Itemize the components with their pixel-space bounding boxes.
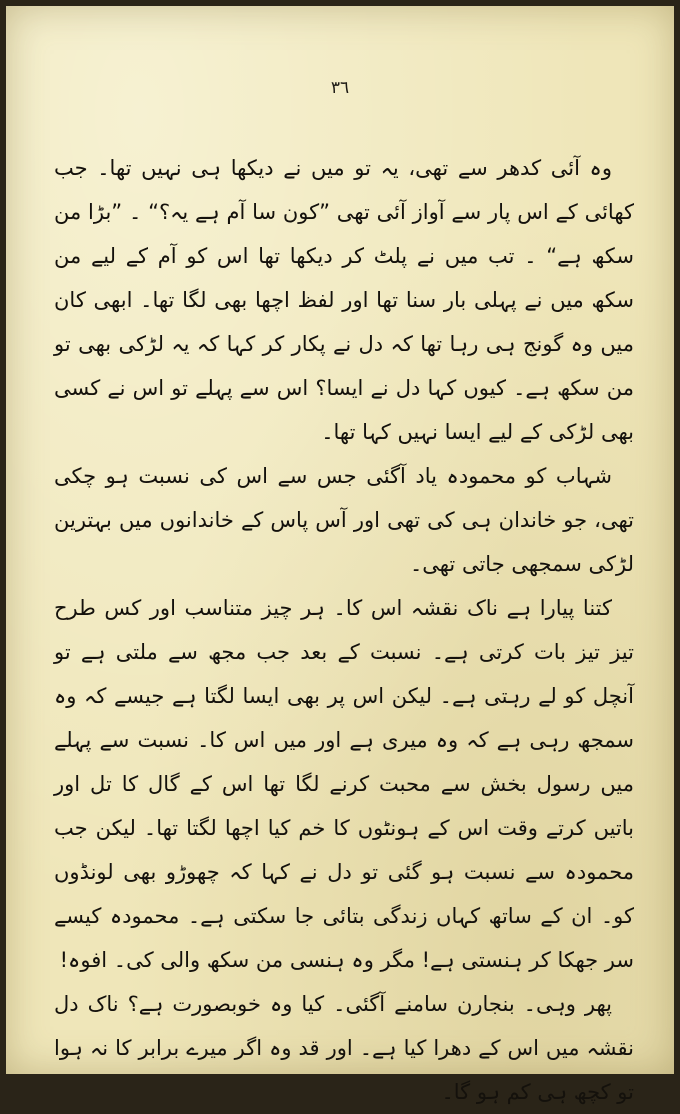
paragraph-3: کتنا پیارا ہے ناک نقشہ اس کا۔ ہر چیز متناسب اور کس طرح تیز تیز بات کرتی ہے۔ نسبت کے بعد جب مجھ سے ملتی ہے تو آنچل کو لے رہتی ہے۔ لیکن اس پر بھی ایسا لگتا ہے جیسے کہ وہ سمجھ رہی ہے کہ وہ میری ہے اور میں اس کا۔ نسبت سے پہلے میں رسول بخش سے محبت کرنے لگا تھا اس کے گال کا تل اور باتیں کرتے وقت اس کے ہونٹوں کا خم کیا اچھا لگتا تھا۔ لیکن جب محمودہ سے نسبت ہو گئی تو دل نے کہا کہ چھوڑو بھی لونڈوں کو۔ ان کے ساتھ کہاں زندگی بتائی جا سکتی ہے۔ محمودہ کیسے سر جھکا کر ہنستی ہے! مگر وہ ہنسی من سکھ والی کی۔ افوہ!: [54, 596, 634, 972]
book-page: [6, 6, 674, 1104]
page-number: ٣٦: [330, 78, 350, 98]
text-body: [54, 146, 634, 1114]
paragraph-1: وہ آئی کدھر سے تھی، یہ تو میں نے دیکھا ہی نہیں تھا۔ جب کھائی کے اس پار سے آواز آئی تھی ”کون سا آم ہے یہ؟“ ۔ ”بڑا من سکھ ہے“ ۔ تب میں نے پلٹ کر دیکھا تھا اس کو آم کے لیے من سکھ میں نے پہلی بار سنا تھا اور لفظ اچھا بھی لگا تھا۔ ابھی کان میں وہ گونج ہی رہا تھا کہ دل نے پکار کر کہا کہ یہ لڑکی بھی تو من سکھ ہے۔ کیوں کہا دل نے ایسا؟ اس سے پہلے تو اس نے کسی بھی لڑکی کے لیے ایسا نہیں کہا تھا۔: [54, 156, 634, 444]
paragraph-4: پھر وہی۔ بنجارن سامنے آگئی۔ کیا وہ خوبصورت ہے؟ ناک دل نقشہ میں اس کے دھرا کیا ہے۔ اور قد وہ اگر میرے برابر کا نہ ہوا تو کچھ ہی کم ہو گا۔: [54, 992, 634, 1104]
paragraph-2: شہاب کو محمودہ یاد آگئی جس سے اس کی نسبت ہو چکی تھی، جو خاندان ہی کی تھی اور آس پاس کے خاندانوں میں بہترین لڑکی سمجھی جاتی تھی۔: [54, 464, 634, 576]
